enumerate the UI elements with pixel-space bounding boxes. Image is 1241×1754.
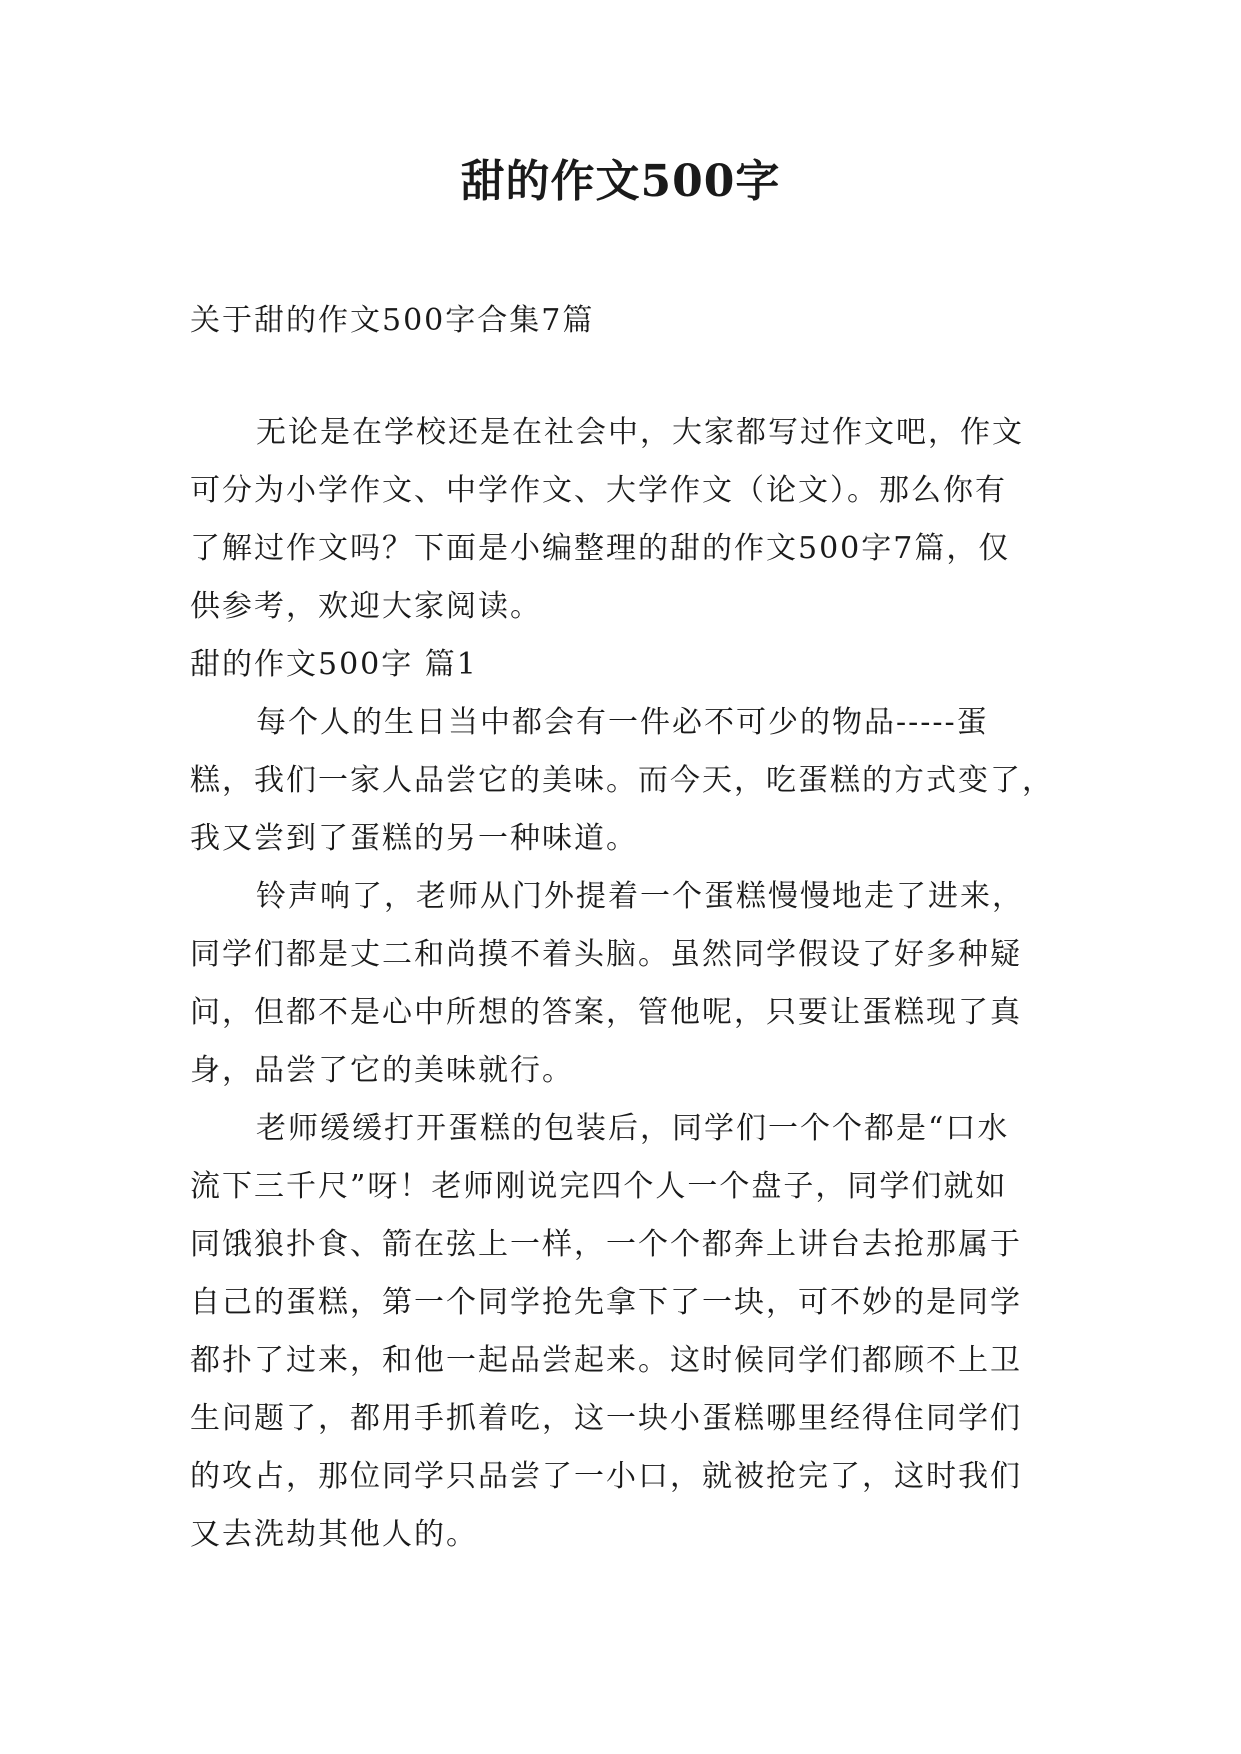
- paragraph-line: 自己的蛋糕，第一个同学抢先拿下了一块，可不妙的是同学: [190, 1285, 1022, 1320]
- intro-paragraph: [190, 404, 1060, 636]
- section-heading: 甜的作文500字 篇1: [190, 647, 478, 682]
- document-subtitle: 关于甜的作文500字合集7篇: [190, 303, 595, 338]
- paragraph-line: 流下三千尺”呀！老师刚说完四个人一个盘子，同学们就如: [190, 1169, 1008, 1204]
- paragraph-1: [190, 694, 1060, 868]
- paragraph-line: 老师缓缓打开蛋糕的包装后，同学们一个个都是“口水: [256, 1111, 1010, 1146]
- paragraph-line: 的攻占，那位同学只品尝了一小口，就被抢完了，这时我们: [190, 1459, 1022, 1494]
- paragraph-line: 糕，我们一家人品尝它的美味。而今天，吃蛋糕的方式变了，: [190, 763, 1054, 798]
- paragraph-line: 我又尝到了蛋糕的另一种味道。: [190, 821, 638, 856]
- paragraph-line: 每个人的生日当中都会有一件必不可少的物品-----蛋: [256, 705, 989, 740]
- paragraph-line: 同饿狼扑食、箭在弦上一样，一个个都奔上讲台去抢那属于: [190, 1227, 1022, 1262]
- paragraph-line: 供参考，欢迎大家阅读。: [190, 589, 542, 624]
- paragraph-line: 生问题了，都用手抓着吃，这一块小蛋糕哪里经得住同学们: [190, 1401, 1022, 1436]
- paragraph-line: 问，但都不是心中所想的答案，管他呢，只要让蛋糕现了真: [190, 995, 1022, 1030]
- paragraph-line: 同学们都是丈二和尚摸不着头脑。虽然同学假设了好多种疑: [190, 937, 1022, 972]
- paragraph-3: [190, 1100, 1060, 1564]
- paragraph-line: 无论是在学校还是在社会中，大家都写过作文吧，作文: [256, 415, 1024, 450]
- paragraph-line: 身，品尝了它的美味就行。: [190, 1053, 574, 1088]
- paragraph-line: 了解过作文吗？下面是小编整理的甜的作文500字7篇，仅: [190, 531, 1011, 566]
- paragraph-line: 都扑了过来，和他一起品尝起来。这时候同学们都顾不上卫: [190, 1343, 1022, 1378]
- paragraph-line: 可分为小学作文、中学作文、大学作文（论文）。那么你有: [190, 473, 1007, 508]
- paragraph-line: 又去洗劫其他人的。: [190, 1517, 478, 1552]
- paragraph-line: 铃声响了，老师从门外提着一个蛋糕慢慢地走了进来，: [256, 879, 1024, 914]
- paragraph-2: [190, 868, 1060, 1100]
- document-title: 甜的作文500字: [460, 156, 781, 207]
